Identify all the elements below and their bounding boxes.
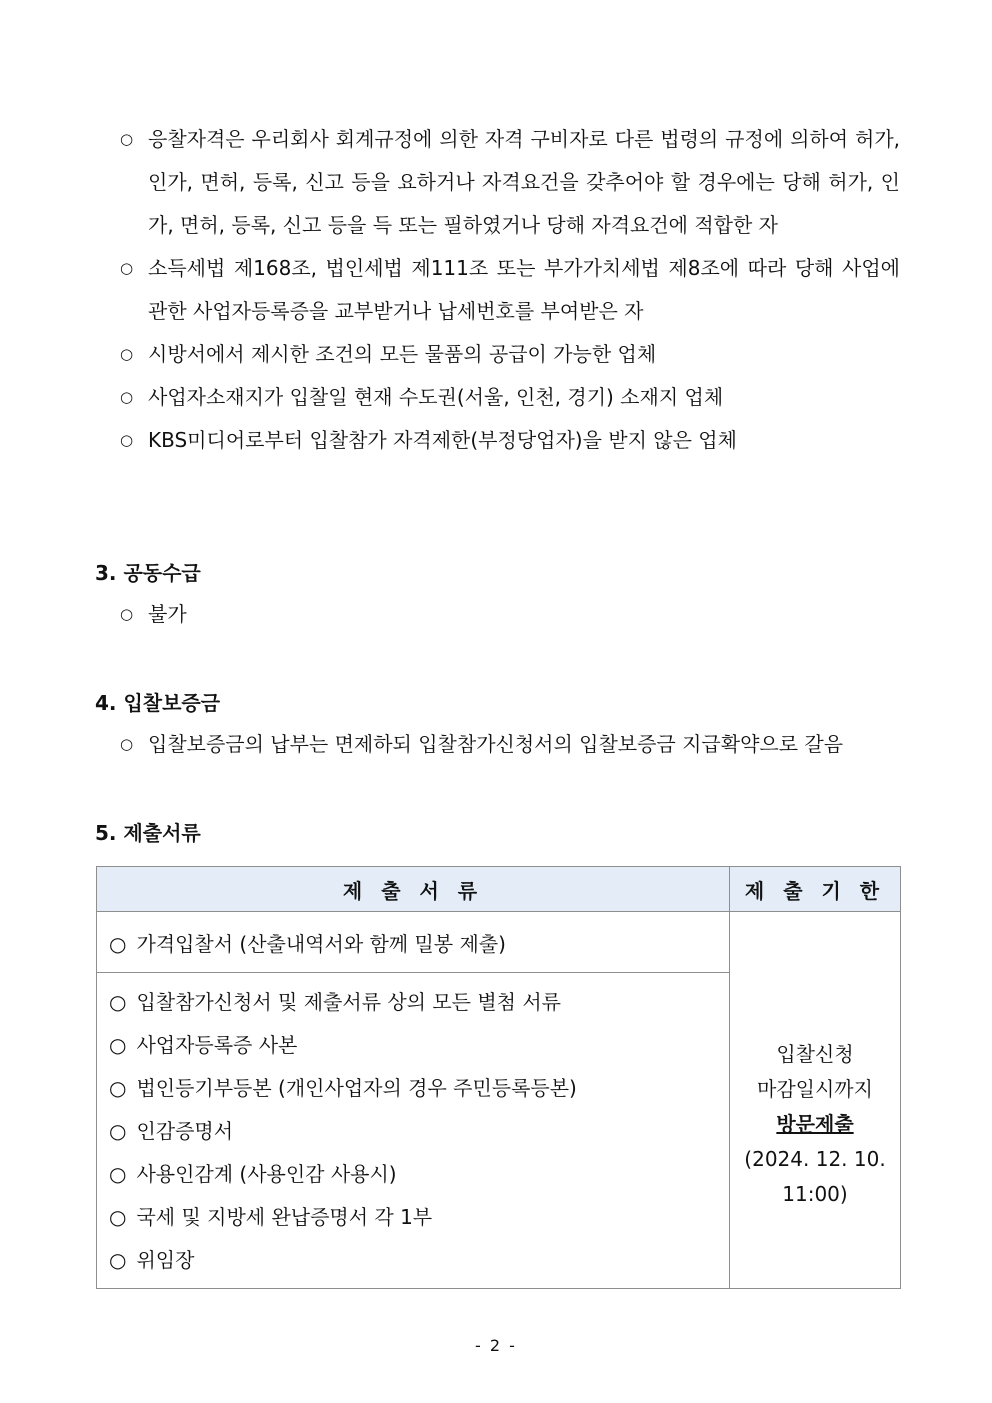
list-item: ○ 시방서에서 제시한 조건의 모든 물품의 공급이 가능한 업체 (120, 333, 900, 376)
list-item: ○ 응찰자격은 우리회사 회계규정에 의한 자격 구비자로 다른 법령의 규정에 의하여 허가, 인가, 면허, 등록, 신고 등을 요하거나 자격요건을 갖추어야 할 경우에는 당해 허가, 인가, 면허, 등록, 신고 등을 득 또는 필하였거나 당해 자격요건에 적합한 자 (120, 118, 900, 247)
qualification-list (120, 118, 900, 462)
list-item: ○ 사용인감계 (사용인감 사용시) (109, 1162, 397, 1186)
table-header-row (97, 867, 901, 912)
table-cell (97, 973, 730, 1289)
circle-icon: ○ (109, 1205, 127, 1229)
section-heading: 3. 공동수급 (95, 561, 201, 585)
circle-bullet-icon: ○ (120, 388, 134, 406)
circle-bullet-icon: ○ (120, 130, 134, 148)
circle-icon: ○ (109, 990, 127, 1014)
list-item: ○ 소득세법 제168조, 법인세법 제111조 또는 부가가치세법 제8조에 따라 당해 사업에 관한 사업자등록증을 교부받거나 납세번호를 부여받은 자 (120, 247, 900, 333)
deadline-cell: 입찰신청 마감일시까지 방문제출 (2024. 12. 10. 11:00) (730, 912, 901, 1289)
header-deadline: 제 출 기 한 (730, 867, 901, 912)
section-bid-deposit (95, 683, 895, 766)
table-cell: ○ 가격입찰서 (산출내역서와 함께 밀봉 제출) (97, 912, 730, 973)
list-item: ○ 국세 및 지방세 완납증명서 각 1부 (109, 1205, 433, 1229)
header-documents: 제 출 서 류 (97, 867, 730, 912)
page-number: - 2 - (475, 1336, 517, 1355)
list-item: ○ 법인등기부등본 (개인사업자의 경우 주민등록등본) (109, 1076, 577, 1100)
circle-icon: ○ (109, 1248, 127, 1272)
circle-bullet-icon: ○ (120, 345, 134, 363)
list-item: ○ 불가 (120, 593, 895, 636)
circle-icon: ○ (109, 1119, 127, 1143)
circle-icon: ○ (109, 931, 127, 956)
documents-table (96, 866, 901, 1289)
circle-icon: ○ (109, 1033, 127, 1057)
list-item: ○ KBS미디어로부터 입찰참가 자격제한(부정당업자)을 받지 않은 업체 (120, 419, 900, 462)
section-heading: 5. 제출서류 (95, 821, 201, 845)
section-joint-supply (95, 553, 895, 636)
list-item: ○ 사업자등록증 사본 (109, 1033, 298, 1057)
circle-icon: ○ (109, 1162, 127, 1186)
section-documents (95, 813, 895, 853)
circle-bullet-icon: ○ (120, 431, 134, 449)
circle-bullet-icon: ○ (120, 735, 134, 753)
list-item: ○ 입찰보증금의 납부는 면제하되 입찰참가신청서의 입찰보증금 지급확약으로 갈음 (120, 723, 895, 766)
list-item: ○ 사업자소재지가 입찰일 현재 수도권(서울, 인천, 경기) 소재지 업체 (120, 376, 900, 419)
list-item: ○ 위임장 (109, 1248, 195, 1272)
list-item: ○ 입찰참가신청서 및 제출서류 상의 모든 별첨 서류 (109, 990, 561, 1014)
circle-bullet-icon: ○ (120, 605, 134, 623)
section-heading: 4. 입찰보증금 (95, 691, 221, 715)
circle-bullet-icon: ○ (120, 259, 134, 277)
circle-icon: ○ (109, 1076, 127, 1100)
list-item: ○ 인감증명서 (109, 1119, 234, 1143)
table-row (97, 912, 901, 973)
visit-submission-emphasis: 방문제출 (776, 1112, 854, 1136)
